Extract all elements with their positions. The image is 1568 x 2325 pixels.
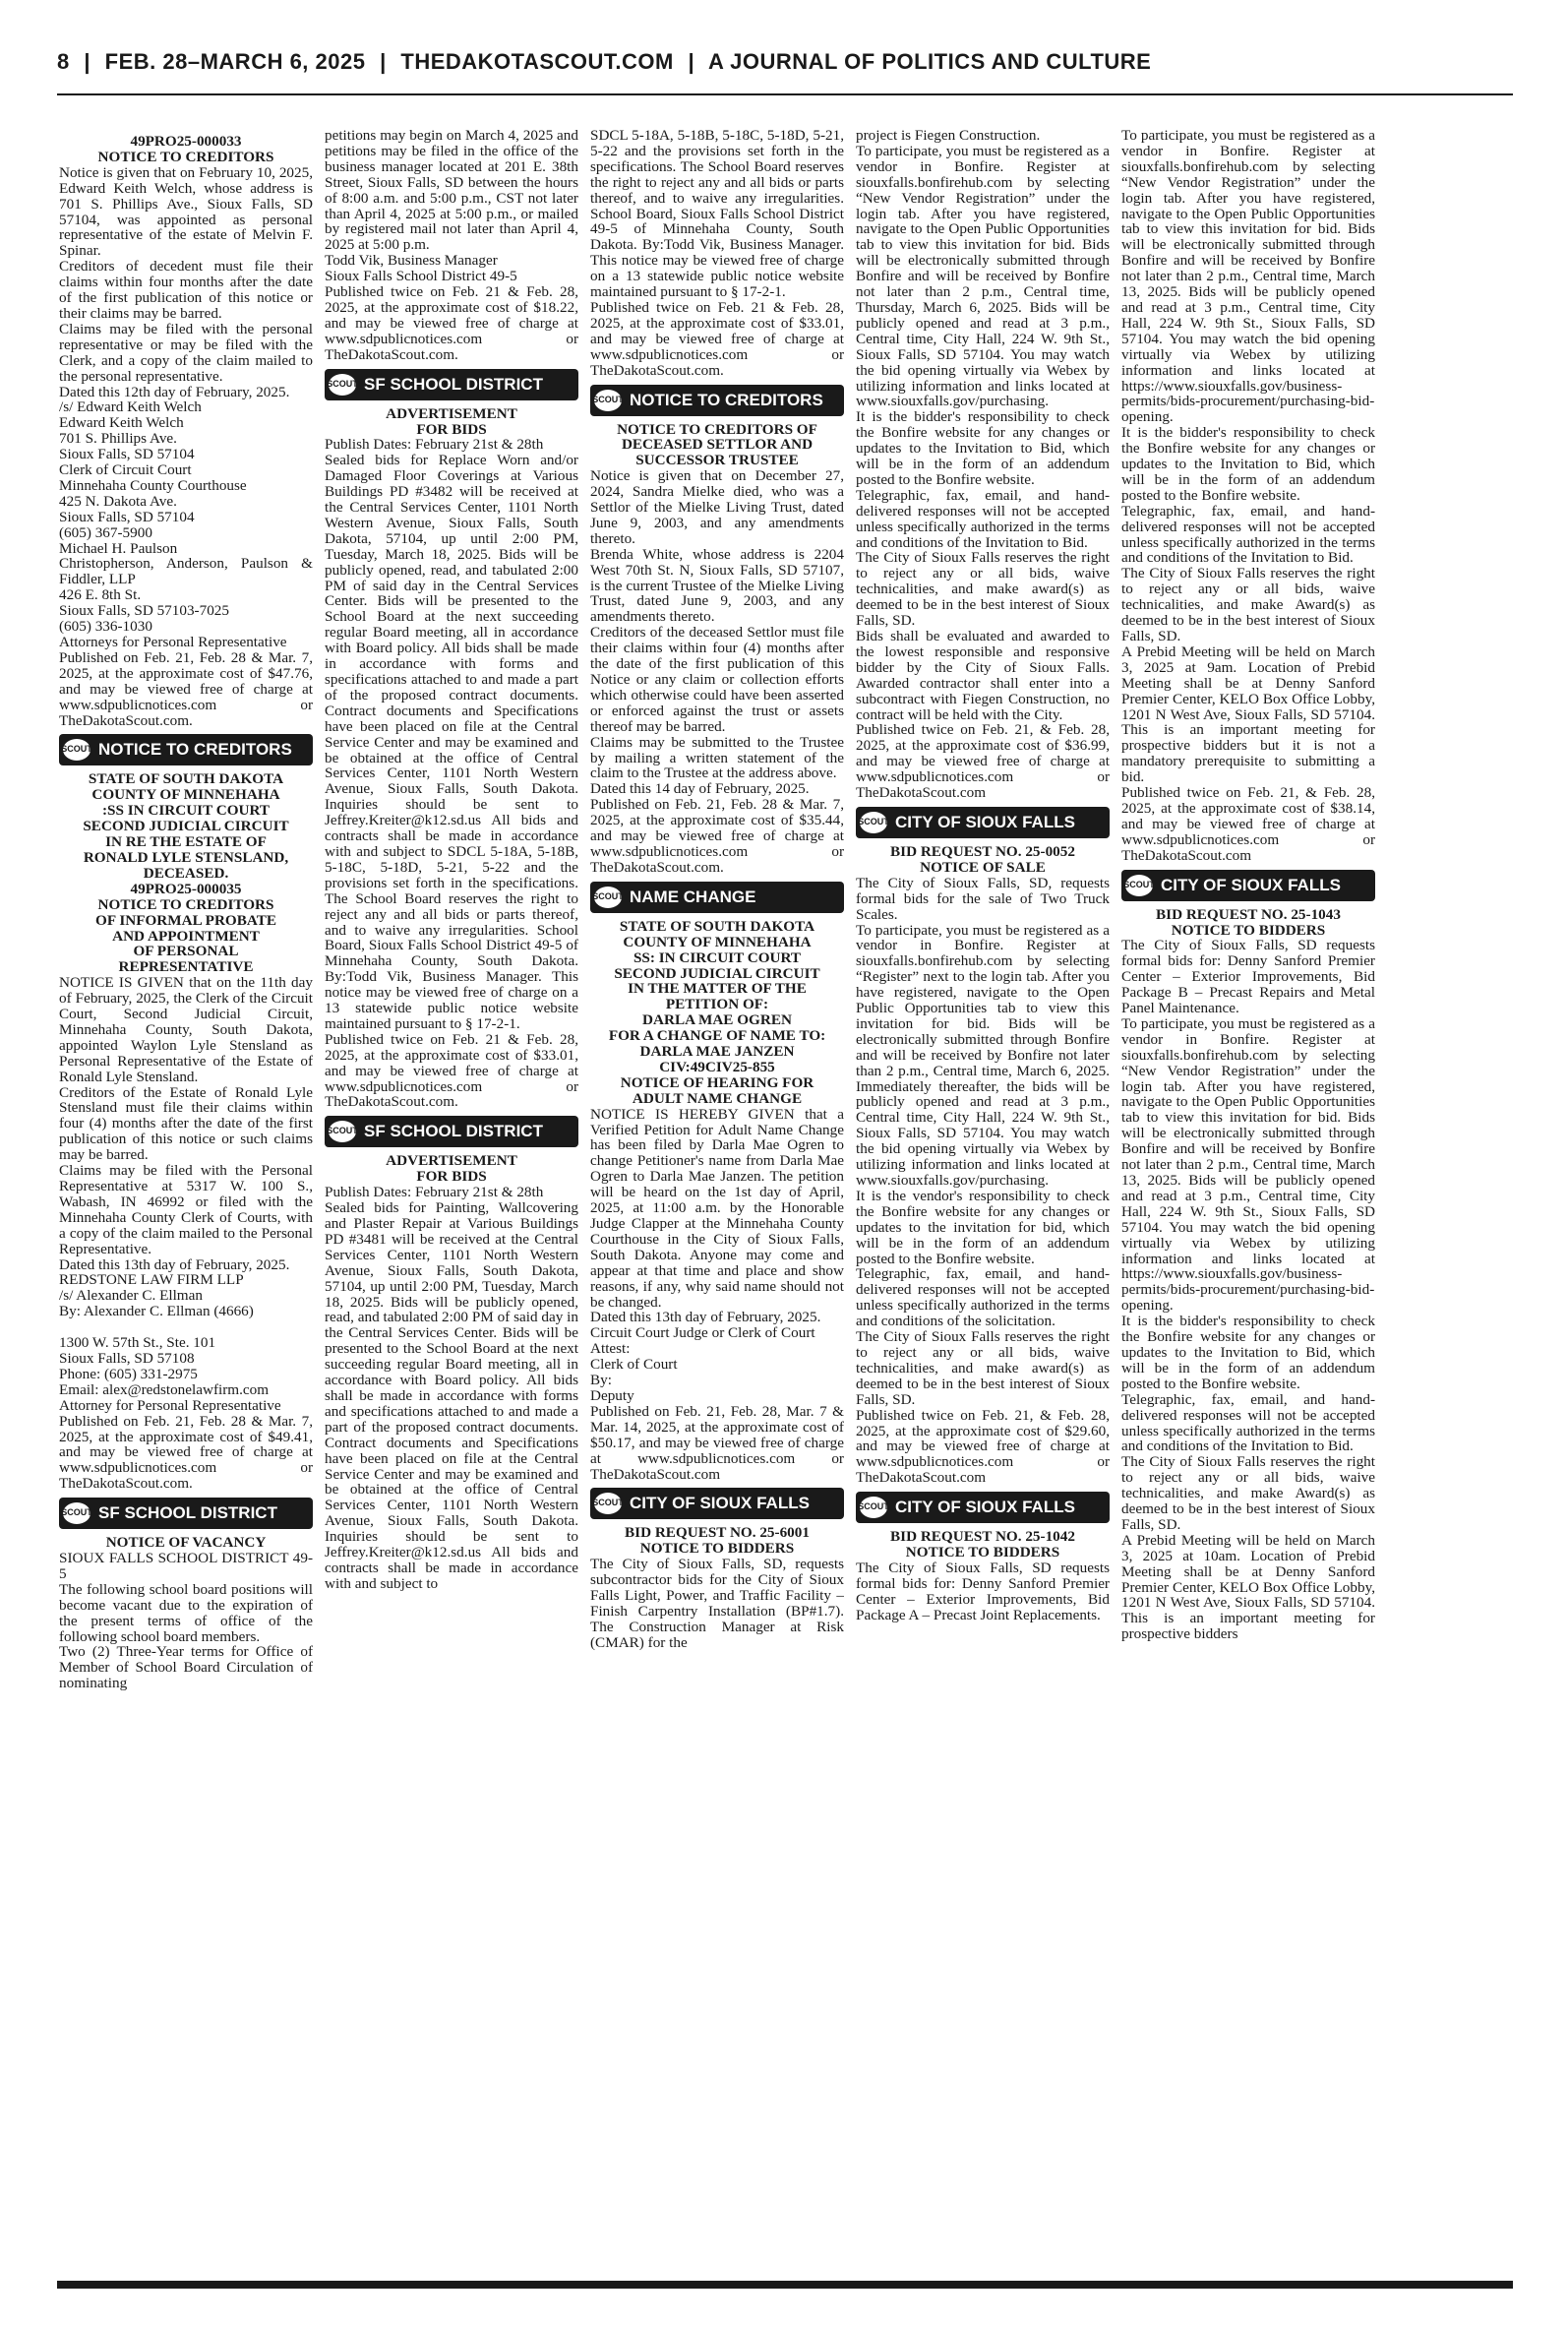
paragraph: Attorney for Personal Representative <box>59 1396 281 1414</box>
masthead-separator: | <box>84 49 91 74</box>
paragraph: 426 E. 8th St. <box>59 586 142 604</box>
paragraph <box>59 1319 313 1335</box>
paragraph: SDCL 5-18A, 5-18B, 5-18C, 5-18D, 5-21, 5-22 and the provisions set forth in the specifications. The School Board reserves the right to reject any and all bids or parts thereof, and to waive any irregularities. School Board, Sioux Falls School District 49-5 of Minnehaha County, South Dakota. By:Todd Vik, Business Manager. This notice may be viewed free of charge on a 13 statewide public notice website maintained pursuant to § 17-2-1. <box>590 128 844 301</box>
paragraph: Sioux Falls School District 49-5 <box>325 268 517 285</box>
page-number: 8 <box>57 49 70 74</box>
paragraph: Published twice on Feb. 21 & Feb. 28, 2025, at the approximate cost of $33.01, and may be viewed free of charge at www.sdpublicnotices.com or TheDakotaScout.com. <box>590 298 844 379</box>
paragraph: /s/ Edward Keith Welch <box>59 398 202 416</box>
paragraph: By: <box>590 1372 612 1389</box>
section-title: CITY OF SIOUX FALLS <box>895 1498 1075 1517</box>
notice-heading: BID REQUEST NO. 25-0052 NOTICE OF SALE <box>890 842 1075 876</box>
section-title: CITY OF SIOUX FALLS <box>895 813 1075 832</box>
paragraph: The City of Sioux Falls, SD requests formal bids for: Denny Sanford Premier Center – Exterior Improvements, Bid Package A – Precast Joint Replacements. <box>856 1559 1110 1623</box>
paragraph: The following school board positions will become vacant due to the expiration of the present terms of office of the following school board members. <box>59 1580 313 1645</box>
paragraph: Sioux Falls, SD 57104 <box>59 508 195 525</box>
scout-logo-icon: SCOUT <box>63 739 90 761</box>
paragraph: To participate, you must be registered as a vendor in Bonfire. Register at siouxfalls.bonfirehub.com by selecting “New Vendor Registration” under the login tab. After you have registered, navigate to the Open Public Opportunities tab to view this invitation for bid. Bids will be electronically submitted through Bonfire and will be received by Bonfire not later than 2 p.m., Central time, Thursday, March 6, 2025. Bids will be publicly opened and read at 3 p.m., Central time, City Hall, 224 W. 9th St., Sioux Falls, SD 57104. You may watch the bid opening virtually via Webex by utilizing information and links located at www.siouxfalls.gov/purchasing. <box>856 142 1110 410</box>
section-title: SF SCHOOL DISTRICT <box>364 374 543 394</box>
paragraph: Email: alex@redstonelawfirm.com <box>59 1380 270 1398</box>
notice-body <box>325 437 578 1110</box>
paragraph: Published on Feb. 21, Feb. 28 & Mar. 7, 2025, at the approximate cost of $35.44, and may be viewed free of charge at www.sdpublicnotices.com or TheDakotaScout.com. <box>590 796 844 876</box>
paragraph: Deputy <box>590 1386 634 1404</box>
scout-logo-icon: SCOUT <box>860 812 887 833</box>
notice-body <box>325 1185 578 1592</box>
scout-logo-icon: SCOUT <box>329 374 356 396</box>
section-title: NAME CHANGE <box>630 887 756 906</box>
bottom-rule <box>57 2281 1513 2289</box>
paragraph: It is the bidder's responsibility to check the Bonfire website for any changes or updates to the Invitation to Bid, which will be in the form of an addendum posted to the Bonfire website. <box>856 408 1110 488</box>
paragraph: Sioux Falls, SD 57103-7025 <box>59 602 229 620</box>
paragraph: To participate, you must be registered as a vendor in Bonfire. Register at siouxfalls.bonfirehub.com by selecting “New Vendor Registration” under the login tab. After you have registered, navigate to the Open Public Opportunities tab to view this invitation for bid. Bids will be electronically submitted through Bonfire and will be received by Bonfire not later than 2 p.m., Central time, March 13, 2025. Bids will be publicly opened and read at 3 p.m., Central time, City Hall, 224 W. 9th St., Sioux Falls, SD 57104. You may watch the bid opening virtually via Webex by utilizing information and links located at https://www.siouxfalls.gov/business-permits/bids-procurement/purchasing-bid-opening. <box>1121 128 1375 426</box>
paragraph: Telegraphic, fax, email, and hand-delivered responses will not be accepted unless specifically authorized in the terms and conditions of the Invitation to Bid. <box>1121 502 1375 567</box>
paragraph: Telegraphic, fax, email, and hand-delivered responses will not be accepted unless specifically authorized in the terms and conditions of the Invitation to Bid. <box>1121 1390 1375 1455</box>
section-title: NOTICE TO CREDITORS <box>630 390 823 409</box>
notice-body <box>325 128 578 363</box>
paragraph: Published twice on Feb. 21 & Feb. 28, 2025, at the approximate cost of $18.22, and may be viewed free of charge at www.sdpublicnotices.com or TheDakotaScout.com. <box>325 283 578 363</box>
paragraph: Publish Dates: February 21st & 28th <box>325 1184 544 1201</box>
notice-heading: ADVERTISEMENT FOR BIDS <box>386 404 517 438</box>
paragraph: Published twice on Feb. 21, & Feb. 28, 2025, at the approximate cost of $29.60, and may be viewed free of charge at www.sdpublicnotices.com or TheDakotaScout.com <box>856 1406 1110 1487</box>
masthead-separator: | <box>380 49 387 74</box>
scout-logo-icon: SCOUT <box>594 390 622 411</box>
paragraph: Christopherson, Anderson, Paulson & Fiddler, LLP <box>59 555 313 588</box>
paragraph: Creditors of the Estate of Ronald Lyle Stensland must file their claims within four (4) months after the date of the first publication of this notice or such claims may be barred. <box>59 1083 313 1164</box>
paragraph: It is the vendor's responsibility to check the Bonfire website for any changes or updates to the invitation for bid, which will be in the form of an addendum posted to the Bonfire website. <box>856 1187 1110 1267</box>
paragraph: Creditors of decedent must file their claims within four months after the date of the first publication of this notice or their claims may be barred. <box>59 258 313 322</box>
column-2 <box>325 128 578 2273</box>
paragraph: Published on Feb. 21, Feb. 28 & Mar. 7, 2025, at the approximate cost of $47.76, and may be viewed free of charge at www.sdpublicnotices.com or TheDakotaScout.com. <box>59 648 313 729</box>
paragraph: SIOUX FALLS SCHOOL DISTRICT 49-5 <box>59 1550 313 1582</box>
column-1 <box>59 128 313 2273</box>
notice-heading: BID REQUEST NO. 25-1043 NOTICE TO BIDDERS <box>1156 905 1341 939</box>
paragraph: Attorneys for Personal Representative <box>59 634 287 650</box>
paragraph: Sealed bids for Painting, Wallcovering and Plaster Repair at Various Buildings PD #3481 will be received at the Central Services Center, 1101 North Western Avenue, Sioux Falls, South Dakota, 57104, up until 2:00 PM, Tuesday, March 18, 2025. Bids will be publicly opened, read, and tabulated 2:00 PM of said day in the Central Services Center. Bids will be presented to the School Board at the next succeeding regular Board meeting, all in accordance with Board policy. All bids shall be made in accordance with forms and specifications attached to and made a part of the proposed contract documents. Contract documents and Specifications have been placed on file at the Central Service Center and may be examined and be obtained at the office of Central Services Center, 1101 North Western Avenue, Sioux Falls, South Dakota. Inquiries should be sent to Jeffrey.Kreiter@k12.sd.us All bids and contracts shall be made in accordance with and subject to <box>325 1199 578 1592</box>
paragraph: petitions may begin on March 4, 2025 and petitions may be filed in the office of the business manager located at 201 E. 38th Street, Sioux Falls, SD between the hours of 8:00 a.m. and 5:00 p.m., CST not later than April 4, 2025 at 5:00 p.m., or mailed by registered mail not later than April 4, 2025 at 5:00 p.m. <box>325 128 578 254</box>
paragraph: By: Alexander C. Ellman (4666) <box>59 1303 254 1320</box>
paragraph: A Prebid Meeting will be held on March 3, 2025 at 9am. Location of Prebid Meeting shall be at Denny Sanford Premier Center, KELO Box Office Lobby, 1201 N West Ave, Sioux Falls, SD 57104. This is an important meeting for prospective bidders but it is not a mandatory prerequisite to submitting a bid. <box>1121 642 1375 786</box>
notice-body <box>59 975 313 1492</box>
paragraph: Claims may be filed with the personal representative or may be filed with the Clerk, and a copy of the claim mailed to the personal representative. <box>59 320 313 385</box>
notice-body <box>856 1560 1110 1623</box>
paragraph: A Prebid Meeting will be held on March 3, 2025 at 10am. Location of Prebid Meeting shall be at Denny Sanford Premier Center, KELO Box Office Lobby, 1201 N West Ave, Sioux Falls, SD 57104. This is an important meeting for prospective bidders <box>1121 1531 1375 1643</box>
scout-logo-icon: SCOUT <box>860 1497 887 1518</box>
column-3 <box>590 128 844 2273</box>
paragraph: It is the bidder's responsibility to check the Bonfire website for any changes or updates to the Invitation to Bid, which will be in the form of an addendum posted to the Bonfire website. <box>1121 424 1375 504</box>
paragraph: Edward Keith Welch <box>59 414 184 432</box>
paragraph: Dated this 13th day of February, 2025. <box>59 1255 290 1273</box>
scout-logo-icon: SCOUT <box>594 1493 622 1514</box>
scout-logo-icon: SCOUT <box>63 1502 90 1524</box>
scout-logo-icon: SCOUT <box>594 887 622 908</box>
notice-heading: 49PRO25-000033 NOTICE TO CREDITORS <box>97 133 274 165</box>
notice-heading: BID REQUEST NO. 25-1042 NOTICE TO BIDDERS <box>890 1528 1075 1561</box>
section-header-sf-school-district <box>325 369 578 400</box>
paragraph: (605) 336-1030 <box>59 618 152 636</box>
paragraph: Dated this 12th day of February, 2025. <box>59 383 290 400</box>
paragraph: 701 S. Phillips Ave. <box>59 430 177 448</box>
paragraph: Two (2) Three-Year terms for Office of Member of School Board Circulation of nominating <box>59 1643 313 1692</box>
paragraph: Sealed bids for Replace Worn and/or Damaged Floor Coverings at Various Buildings PD #3482 will be received at the Central Services Center, 1101 North Western Avenue, Sioux Falls, South Dakota, 57104, up until 2:00 PM, Tuesday, March 18, 2025. Bids will be publicly opened, read, and tabulated 2:00 PM of said day in the Central Services Center. Bids will be presented to the School Board at the next succeeding regular Board meeting, all in accordance with Board policy. All bids shall be made in accordance with forms and specifications attached to and made a part of the proposed contract documents. Contract documents and Specifications have been placed on file at the Central Service Center and may be examined and be obtained at the office of Central Services Center, 1101 North Western Avenue, Sioux Falls, South Dakota. Inquiries should be sent to Jeffrey.Kreiter@k12.sd.us All bids and contracts shall be made in accordance with and subject to SDCL 5-18A, 5-18B, 5-18C, 5-18D, 5-21, 5-22 and the provisions set forth in the specifications. The School Board reserves the right to reject any and all bids or parts thereof, and to waive any irregularities. School Board, Sioux Falls School District 49-5 of Minnehaha County, South Dakota. By:Todd Vik, Business Manager. This notice may be viewed free of charge on a 13 statewide public notice website maintained pursuant to § 17-2-1. <box>325 452 578 1032</box>
section-header-notice-to-creditors <box>59 734 313 765</box>
section-header-notice-to-creditors <box>590 385 844 416</box>
issue-date: FEB. 28–MARCH 6, 2025 <box>104 49 366 74</box>
paragraph: Phone: (605) 331-2975 <box>59 1365 198 1382</box>
notice-heading: NOTICE OF VACANCY <box>105 1534 267 1552</box>
scout-logo-icon: SCOUT <box>329 1121 356 1142</box>
notice-body <box>590 128 844 379</box>
notice-body <box>590 1107 844 1483</box>
notice-heading: ADVERTISEMENT FOR BIDS <box>386 1152 517 1186</box>
section-title: CITY OF SIOUX FALLS <box>1161 875 1341 894</box>
paragraph: Published twice on Feb. 21, & Feb. 28, 2025, at the approximate cost of $38.14, and may be viewed free of charge at www.sdpublicnotices.com or TheDakotaScout.com <box>1121 784 1375 864</box>
section-header-sf-school-district <box>59 1498 313 1529</box>
paragraph: The City of Sioux Falls reserves the right to reject any or all bids, waive technicalities, and make Award(s) as deemed to be in the best interest of Sioux Falls, SD. <box>1121 1453 1375 1533</box>
section-header-city-of-sioux-falls <box>1121 870 1375 901</box>
paragraph: Attest: <box>590 1340 631 1358</box>
paragraph: Todd Vik, Business Manager <box>325 252 498 270</box>
notice-heading: NOTICE TO CREDITORS OF DECEASED SETTLOR AND SUCCESSOR TRUSTEE <box>617 420 817 469</box>
paragraph: The City of Sioux Falls reserves the right to reject any or all bids, waive technicalities, and make Award(s) as deemed to be in the best interest of Sioux Falls, SD. <box>1121 565 1375 644</box>
paragraph: NOTICE IS GIVEN that on the 11th day of February, 2025, the Clerk of the Circuit Court, Second Judicial Circuit, Minnehaha County, South Dakota, appointed Waylon Lyle Stensland as Personal Representative of the Estate of Ronald Lyle Stensland. <box>59 974 313 1085</box>
notice-body <box>1121 128 1375 864</box>
notice-body <box>856 876 1110 1486</box>
notice-body <box>856 128 1110 801</box>
paragraph: Sioux Falls, SD 57108 <box>59 1349 195 1367</box>
notice-body <box>59 1551 313 1691</box>
paragraph: Michael H. Paulson <box>59 539 178 557</box>
paragraph: Telegraphic, fax, email, and hand-delivered responses will not be accepted unless specifically authorized in the terms and conditions of the Invitation to Bid. <box>856 486 1110 551</box>
notice-body <box>1121 938 1375 1642</box>
paragraph: 425 N. Dakota Ave. <box>59 492 177 510</box>
paragraph: Telegraphic, fax, email, and hand-delivered responses will not be accepted unless specifically authorized in the terms and conditions of the solicitation. <box>856 1265 1110 1330</box>
section-header-name-change <box>590 882 844 913</box>
section-header-sf-school-district <box>325 1116 578 1147</box>
paragraph: /s/ Alexander C. Ellman <box>59 1287 203 1305</box>
tagline: A JOURNAL OF POLITICS AND CULTURE <box>707 49 1152 74</box>
section-title: SF SCHOOL DISTRICT <box>98 1503 277 1523</box>
paragraph: Dated this 13th day of February, 2025. <box>590 1309 821 1326</box>
paragraph: Clerk of Circuit Court <box>59 461 192 479</box>
paragraph: Published on Feb. 21, Feb. 28 & Mar. 7, 2025, at the approximate cost of $49.41, and may be viewed free of charge at www.sdpublicnotices.com or TheDakotaScout.com. <box>59 1412 313 1493</box>
paragraph: Published on Feb. 21, Feb. 28, Mar. 7 & Mar. 14, 2025, at the approximate cost of $50.17, and may be viewed free of charge at www.sdpublicnotices.com or TheDakotaScout.com <box>590 1402 844 1483</box>
paragraph: To participate, you must be registered as a vendor in Bonfire. Register at siouxfalls.bonfirehub.com by selecting “New Vendor Registration” under the login tab. After you have registered, navigate to the Open Public Opportunities tab to view this invitation for bid. Bids will be electronically submitted through Bonfire and will be received by Bonfire not later than 2 p.m., Central time, March 13, 2025. Bids will be publicly opened and read at 3 p.m., Central time, City Hall, 224 W. 9th St., Sioux Falls, SD 57104. You may watch the bid opening virtually via Webex by utilizing information and links located at https://www.siouxfalls.gov/business-permits/bids-procurement/purchasing-bid-opening. <box>1121 1014 1375 1315</box>
scout-logo-icon: SCOUT <box>1125 875 1153 896</box>
paragraph: Circuit Court Judge or Clerk of Court <box>590 1324 815 1342</box>
section-title: CITY OF SIOUX FALLS <box>630 1494 810 1513</box>
paragraph: Publish Dates: February 21st & 28th <box>325 436 544 454</box>
paragraph: The City of Sioux Falls, SD, requests subcontractor bids for the City of Sioux Falls Light, Power, and Traffic Facility – Finish Carpentry Installation (BP#1.7). The Construction Manager at Risk (CMAR) for the <box>590 1556 844 1651</box>
paragraph: It is the bidder's responsibility to check the Bonfire website for any changes or updates to the Invitation to Bid, which will be in the form of an addendum posted to the Bonfire website. <box>1121 1313 1375 1392</box>
paragraph: project is Fiegen Construction. <box>856 128 1041 144</box>
paragraph: Notice is given that on December 27, 2024, Sandra Mielke died, who was a Settlor of the Mielke Living Trust, dated June 9, 2003, and any amendments thereto. <box>590 467 844 547</box>
site-name[interactable]: THEDAKOTASCOUT.COM <box>400 49 674 74</box>
masthead <box>57 49 1513 89</box>
section-header-city-of-sioux-falls <box>590 1488 844 1519</box>
section-title: SF SCHOOL DISTRICT <box>364 1122 543 1141</box>
paragraph: Claims may be filed with the Personal Representative at 5317 W. 100 S., Wabash, IN 46992 or filed with the Minnehaha County Clerk of Courts, with a copy of the claim mailed to the Personal Representative. <box>59 1162 313 1257</box>
notice-heading: STATE OF SOUTH DAKOTA COUNTY OF MINNEHAHA :SS IN CIRCUIT COURT SECOND JUDICIAL CIRCUIT IN RE THE ESTATE OF RONALD LYLE STENSLAND, DECEASED. 49PRO25-000035 NOTICE TO CREDITORS OF INFORMAL PROBATE AND APPOINTMENT OF PERSONAL REPRESENTATIVE <box>83 770 289 976</box>
paragraph: Dated this 14 day of February, 2025. <box>590 780 810 798</box>
paragraph: The City of Sioux Falls reserves the right to reject any or all bids, waive technicalities, and make award(s) as deemed to be in the best interest of Sioux Falls, SD. <box>856 549 1110 630</box>
column-5 <box>1121 128 1375 2273</box>
notice-body <box>590 468 844 876</box>
column-4 <box>856 128 1110 2273</box>
masthead-rule <box>57 93 1513 95</box>
paragraph: Sioux Falls, SD 57104 <box>59 446 195 463</box>
masthead-separator: | <box>688 49 695 74</box>
section-title: NOTICE TO CREDITORS <box>98 740 292 760</box>
paragraph: The City of Sioux Falls, SD requests formal bids for: Denny Sanford Premier Center – Exterior Improvements, Bid Package B – Precast Repairs and Metal Panel Maintenance. <box>1121 937 1375 1017</box>
paragraph: Clerk of Court <box>590 1356 678 1374</box>
paragraph: Notice is given that on February 10, 2025, Edward Keith Welch, whose address is 701 S. Phillips Ave., Sioux Falls, SD 57104, was appointed as personal representative of the estate of Melvin F. Spinar. <box>59 163 313 260</box>
paragraph: Published twice on Feb. 21, & Feb. 28, 2025, at the approximate cost of $36.99, and may be viewed free of charge at www.sdpublicnotices.com or TheDakotaScout.com <box>856 721 1110 802</box>
paragraph: REDSTONE LAW FIRM LLP <box>59 1271 244 1289</box>
section-header-city-of-sioux-falls <box>856 1492 1110 1523</box>
notice-body <box>590 1557 844 1650</box>
paragraph: 1300 W. 57th St., Ste. 101 <box>59 1334 216 1352</box>
paragraph: The City of Sioux Falls, SD, requests formal bids for the sale of Two Truck Scales. <box>856 874 1110 923</box>
paragraph: To participate, you must be registered as a vendor in Bonfire. Register at siouxfalls.bonfirehub.com by selecting “Register” next to the login tab. After you have registered, navigate to the Open Public Opportunities tab to view this invitation for bid. Bids will be electronically submitted through Bonfire and will be received by Bonfire not later than 2 p.m., Central time, March 6, 2025. Immediately thereafter, the bids will be publicly opened and read at 3 p.m., Central time, City Hall, 224 W. 9th St., Sioux Falls, SD 57104. You may watch the bid opening virtually via Webex by utilizing information and links located at www.siouxfalls.gov/purchasing. <box>856 921 1110 1189</box>
paragraph: Brenda White, whose address is 2204 West 70th St. N, Sioux Falls, SD 57107, is the current Trustee of the Mielke Living Trust, dated June 9, 2003, and any amendments thereto. <box>590 545 844 626</box>
paragraph: Creditors of the deceased Settlor must file their claims within four (4) months after the date of the first publication of this Notice or any claim or collection efforts which otherwise could have been asserted or enforced against the trust or assets thereof may be barred. <box>590 624 844 735</box>
paragraph: The City of Sioux Falls reserves the right to reject any or all bids, waive technicalities, and make award(s) as deemed to be in the best interest of Sioux Falls, SD. <box>856 1328 1110 1408</box>
paragraph: (605) 367-5900 <box>59 523 152 541</box>
paragraph: Bids shall be evaluated and awarded to the lowest responsible and responsive bidder by the City of Sioux Falls. Awarded contractor shall enter into a subcontract with Fiegen Construction, no contract will be held with the City. <box>856 628 1110 723</box>
notice-body <box>59 165 313 729</box>
paragraph: Claims may be submitted to the Trustee by mailing a written statement of the claim to the Trustee at the address above. <box>590 733 844 782</box>
paragraph: NOTICE IS HEREBY GIVEN that a Verified Petition for Adult Name Change has been filed by Darla Mae Ogren to change Petitioner's name from Darla Mae Ogren to Darla Mae Janzen. The petition will be heard on the 1st day of April, 2025, at 11:00 a.m. by the Honorable Judge Clapper at the Minnehaha County Courthouse in the City of Sioux Falls, South Dakota. Anyone may come and appear at that time and place and show reasons, if any, why said name should not be changed. <box>590 1105 844 1311</box>
notice-heading: BID REQUEST NO. 25-6001 NOTICE TO BIDDERS <box>625 1524 810 1558</box>
paragraph: Minnehaha County Courthouse <box>59 476 247 494</box>
paragraph: Published twice on Feb. 21 & Feb. 28, 2025, at the approximate cost of $33.01, and may be viewed free of charge at www.sdpublicnotices.com or TheDakotaScout.com. <box>325 1030 578 1111</box>
section-header-city-of-sioux-falls <box>856 807 1110 838</box>
notice-heading: STATE OF SOUTH DAKOTA COUNTY OF MINNEHAHA SS: IN CIRCUIT COURT SECOND JUDICIAL CIRCUIT IN THE MATTER OF THE PETITION OF: DARLA MAE OGREN FOR A CHANGE OF NAME TO: DARLA MAE JANZEN CIV:49CIV25-855 NOTICE OF HEARING FOR ADULT NAME CHANGE <box>608 917 826 1107</box>
